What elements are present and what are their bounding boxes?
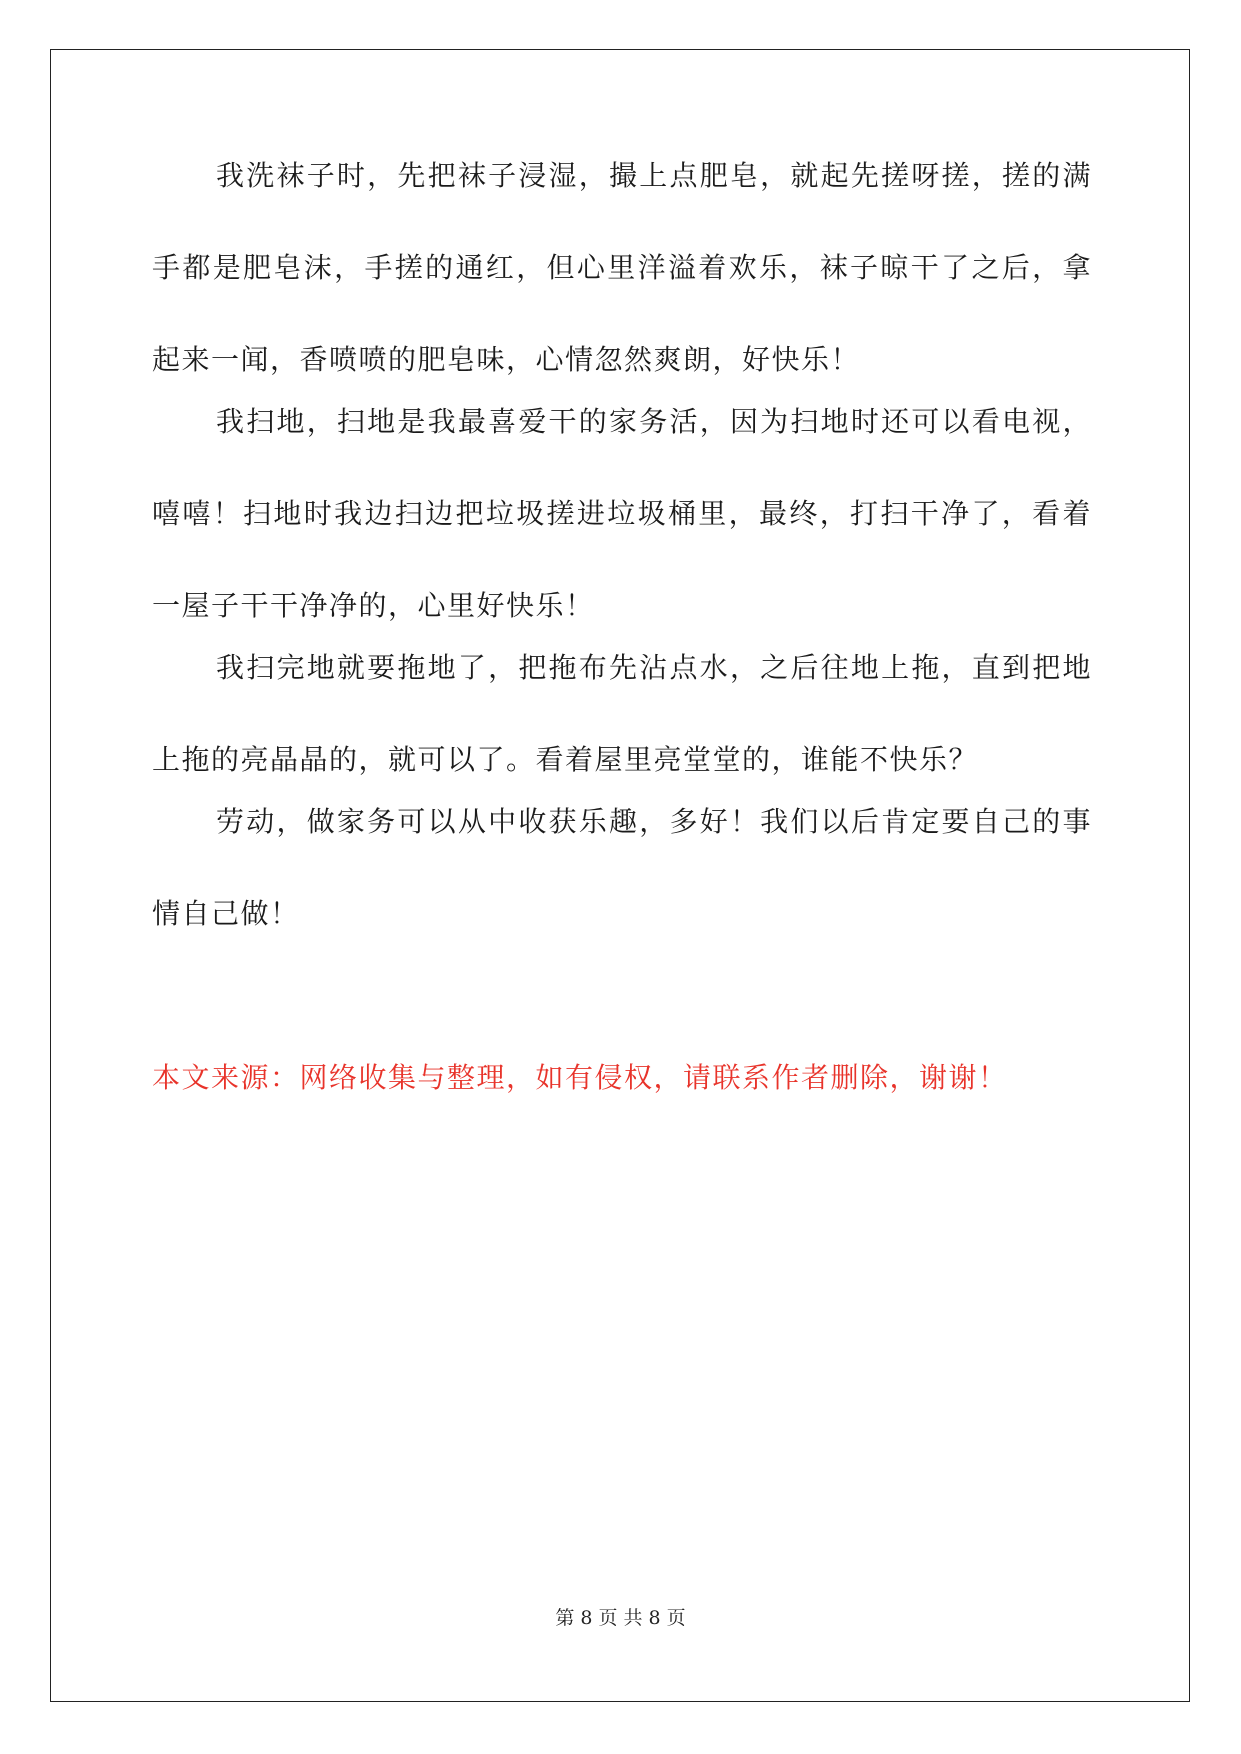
page-number-footer: 第 8 页 共 8 页	[555, 1607, 686, 1629]
paragraph-washing-socks: 我洗袜子时，先把袜子浸湿，撮上点肥皂，就起先搓呀搓，搓的满手都是肥皂沫，手搓的通红，但心里洋溢着欢乐，袜子晾干了之后，拿起来一闻，香喷喷的肥皂味，心情忽然爽朗，好快乐！	[152, 159, 1092, 376]
paragraph-mopping: 我扫完地就要拖地了，把拖布先沾点水，之后往地上拖，直到把地上拖的亮晶晶的，就可以了。看着屋里亮堂堂的，谁能不快乐？	[152, 651, 1092, 776]
paragraph-sweeping: 我扫地，扫地是我最喜爱干的家务活，因为扫地时还可以看电视，嘻嘻！扫地时我边扫边把垃圾搓进垃圾桶里，最终，打扫干净了，看着一屋子干干净净的，心里好快乐！	[152, 405, 1092, 622]
source-note: 本文来源：网络收集与整理，如有侵权，请联系作者删除，谢谢！	[152, 1061, 1008, 1094]
document-body	[152, 160, 1092, 960]
paragraph-conclusion: 劳动，做家务可以从中收获乐趣，多好！我们以后肯定要自己的事情自己做！	[152, 805, 1092, 930]
